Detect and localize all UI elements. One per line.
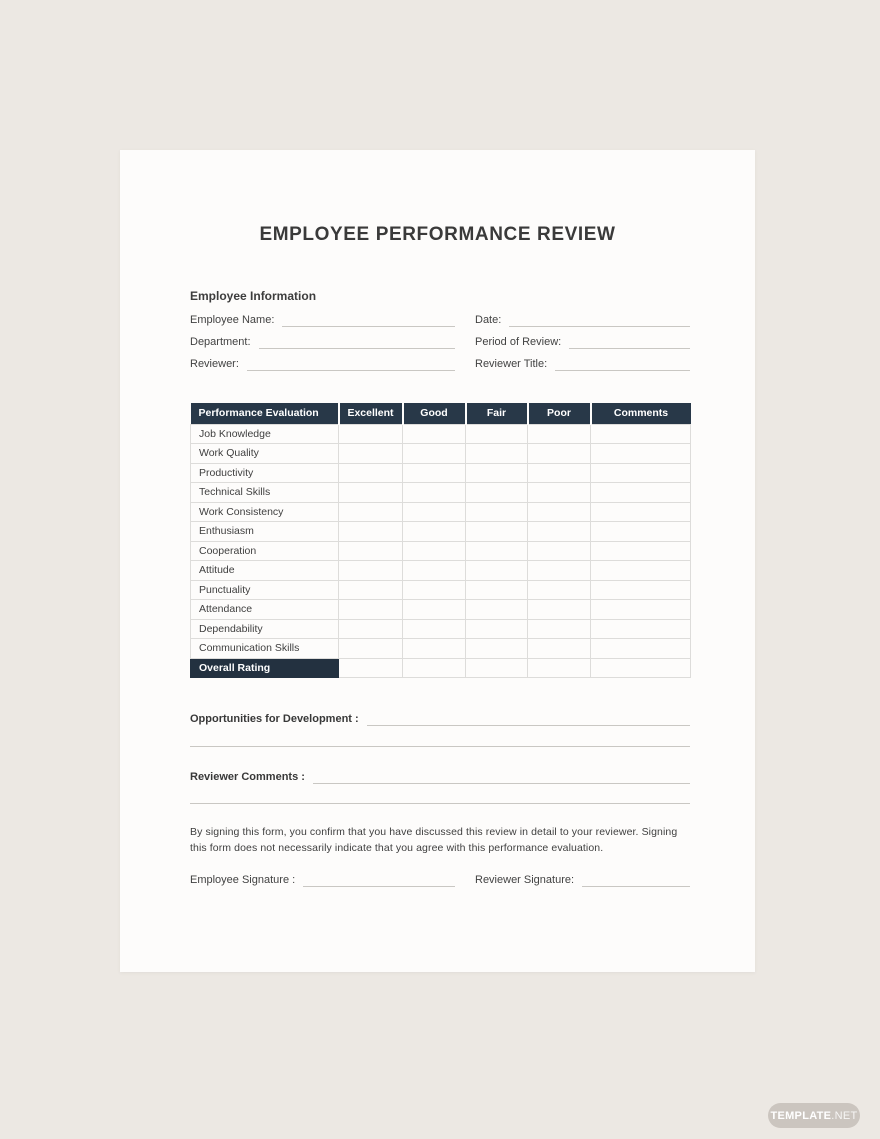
opportunities-label: Opportunities for Development : — [190, 713, 359, 725]
table-row — [191, 444, 691, 464]
criterion-label-cell: Work Quality — [191, 444, 339, 464]
page-title: EMPLOYEE PERFORMANCE REVIEW — [259, 224, 616, 245]
table-row — [191, 522, 691, 542]
signing-disclaimer-text: By signing this form, you confirm that you have discussed this review in detail to your reviewer. Signing this form does not necessarily indicate that you agree with this performance evaluation. — [190, 826, 678, 854]
rating-cell[interactable] — [339, 639, 403, 659]
rating-cell[interactable] — [528, 502, 591, 522]
comments-cell[interactable] — [591, 463, 691, 483]
rating-cell[interactable] — [403, 463, 466, 483]
employee-information-heading: Employee Information — [190, 289, 317, 303]
criterion-label-cell: Communication Skills — [191, 639, 339, 659]
rating-cell[interactable] — [528, 561, 591, 581]
signatures-section — [190, 873, 690, 887]
department-field — [190, 332, 455, 349]
rating-cell[interactable] — [466, 580, 528, 600]
reviewer-signature-input[interactable] — [582, 873, 690, 887]
reviewer-signature-field — [475, 873, 690, 887]
comments-cell[interactable] — [591, 561, 691, 581]
rating-cell[interactable] — [339, 444, 403, 464]
rating-cell[interactable] — [466, 619, 528, 639]
rating-cell[interactable] — [403, 502, 466, 522]
employee-name-label: Employee Name: — [190, 314, 275, 326]
criterion-label-cell: Attitude — [191, 561, 339, 581]
comments-cell[interactable] — [591, 658, 691, 678]
reviewer-signature-label: Reviewer Signature: — [475, 874, 575, 886]
table-row — [191, 600, 691, 620]
rating-cell[interactable] — [403, 522, 466, 542]
opportunities-input-line1[interactable] — [367, 712, 690, 726]
rating-cell[interactable] — [466, 444, 528, 464]
reviewer-title-field — [475, 354, 690, 371]
criterion-label-cell: Attendance — [191, 600, 339, 620]
rating-cell[interactable] — [466, 600, 528, 620]
rating-cell[interactable] — [403, 658, 466, 678]
rating-cell[interactable] — [339, 580, 403, 600]
table-row — [191, 541, 691, 561]
rating-cell[interactable] — [466, 502, 528, 522]
rating-cell[interactable] — [339, 600, 403, 620]
rating-cell[interactable] — [339, 522, 403, 542]
header-excellent: Excellent — [339, 403, 403, 424]
rating-cell[interactable] — [466, 639, 528, 659]
rating-cell[interactable] — [339, 463, 403, 483]
table-row — [191, 580, 691, 600]
rating-cell[interactable] — [339, 502, 403, 522]
performance-evaluation-table — [190, 403, 691, 678]
rating-cell[interactable] — [403, 619, 466, 639]
table-header-row — [191, 403, 691, 424]
comments-cell[interactable] — [591, 483, 691, 503]
reviewer-comments-input-line1[interactable] — [313, 770, 690, 784]
employee-signature-label: Employee Signature : — [190, 874, 296, 886]
rating-cell[interactable] — [528, 541, 591, 561]
reviewer-title-input[interactable] — [555, 357, 690, 371]
rating-cell[interactable] — [466, 658, 528, 678]
rating-cell[interactable] — [339, 424, 403, 444]
opportunities-input-line2[interactable] — [190, 746, 690, 747]
period-of-review-field — [475, 332, 690, 349]
comments-cell[interactable] — [591, 619, 691, 639]
rating-cell[interactable] — [339, 483, 403, 503]
rating-cell[interactable] — [339, 619, 403, 639]
department-input[interactable] — [259, 335, 455, 349]
reviewer-comments-input-line2[interactable] — [190, 803, 690, 804]
rating-cell[interactable] — [466, 561, 528, 581]
rating-cell[interactable] — [403, 561, 466, 581]
employee-signature-field — [190, 873, 455, 887]
rating-cell[interactable] — [403, 600, 466, 620]
employee-name-input[interactable] — [282, 313, 455, 327]
rating-cell[interactable] — [466, 483, 528, 503]
rating-cell[interactable] — [466, 522, 528, 542]
rating-cell[interactable] — [528, 619, 591, 639]
rating-cell[interactable] — [403, 424, 466, 444]
reviewer-field — [190, 354, 455, 371]
table-row — [191, 619, 691, 639]
date-input[interactable] — [509, 313, 690, 327]
comments-cell[interactable] — [591, 580, 691, 600]
header-performance-evaluation: Performance Evaluation — [191, 403, 339, 424]
template-net-logo-bold-text: TEMPLATE — [770, 1109, 832, 1122]
reviewer-label: Reviewer: — [190, 358, 239, 370]
employee-information-fields — [190, 310, 690, 371]
opportunities-for-development-row — [190, 712, 690, 726]
template-net-logo-light-text: .NET — [831, 1109, 858, 1122]
comments-cell[interactable] — [591, 424, 691, 444]
reviewer-input[interactable] — [247, 357, 455, 371]
criterion-label-cell: Job Knowledge — [191, 424, 339, 444]
criterion-label-cell: Work Consistency — [191, 502, 339, 522]
table-row — [191, 424, 691, 444]
reviewer-title-label: Reviewer Title: — [475, 358, 548, 370]
criterion-label-cell: Punctuality — [191, 580, 339, 600]
rating-cell[interactable] — [403, 483, 466, 503]
rating-cell[interactable] — [528, 600, 591, 620]
criterion-label-cell: Productivity — [191, 463, 339, 483]
comments-cell[interactable] — [591, 541, 691, 561]
criterion-label-cell: Dependability — [191, 619, 339, 639]
document-page — [120, 150, 755, 972]
rating-cell[interactable] — [466, 463, 528, 483]
header-comments: Comments — [591, 403, 691, 424]
rating-cell[interactable] — [339, 658, 403, 678]
rating-cell[interactable] — [466, 424, 528, 444]
rating-cell[interactable] — [403, 580, 466, 600]
table-row — [191, 483, 691, 503]
reviewer-comments-row — [190, 770, 690, 784]
table-row — [191, 463, 691, 483]
rating-cell[interactable] — [403, 444, 466, 464]
rating-cell[interactable] — [403, 639, 466, 659]
header-good: Good — [403, 403, 466, 424]
overall-rating-row — [191, 658, 691, 678]
template-net-logo — [768, 1103, 860, 1128]
date-label: Date: — [475, 314, 502, 326]
rating-cell[interactable] — [339, 541, 403, 561]
reviewer-comments-label: Reviewer Comments : — [190, 771, 305, 783]
comments-cell[interactable] — [591, 444, 691, 464]
overall-rating-label-cell: Overall Rating — [191, 658, 339, 678]
table-row — [191, 561, 691, 581]
rating-cell[interactable] — [528, 444, 591, 464]
criterion-label-cell: Technical Skills — [191, 483, 339, 503]
department-label: Department: — [190, 336, 251, 348]
rating-cell[interactable] — [339, 561, 403, 581]
rating-cell[interactable] — [528, 424, 591, 444]
rating-cell[interactable] — [528, 580, 591, 600]
criterion-label-cell: Cooperation — [191, 541, 339, 561]
table-row — [191, 502, 691, 522]
rating-cell[interactable] — [403, 541, 466, 561]
comments-cell[interactable] — [591, 522, 691, 542]
rating-cell[interactable] — [528, 639, 591, 659]
header-poor: Poor — [528, 403, 591, 424]
period-of-review-input[interactable] — [569, 335, 690, 349]
rating-cell[interactable] — [528, 463, 591, 483]
rating-cell[interactable] — [528, 658, 591, 678]
period-of-review-label: Period of Review: — [475, 336, 562, 348]
rating-cell[interactable] — [528, 483, 591, 503]
table-row — [191, 639, 691, 659]
comments-cell[interactable] — [591, 502, 691, 522]
rating-cell[interactable] — [528, 522, 591, 542]
header-fair: Fair — [466, 403, 528, 424]
criterion-label-cell: Enthusiasm — [191, 522, 339, 542]
date-field — [475, 310, 690, 327]
comments-cell[interactable] — [591, 600, 691, 620]
employee-name-field — [190, 310, 455, 327]
employee-signature-input[interactable] — [303, 873, 455, 887]
comments-cell[interactable] — [591, 639, 691, 659]
rating-cell[interactable] — [466, 541, 528, 561]
